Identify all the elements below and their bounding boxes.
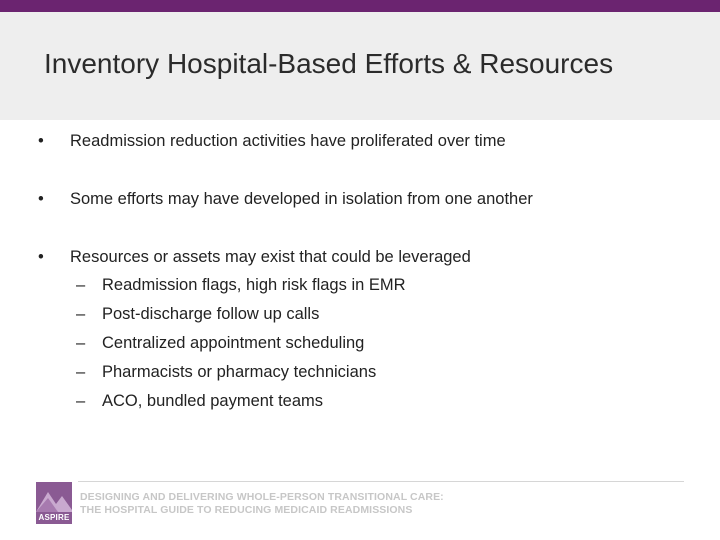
top-accent-bar xyxy=(0,0,720,12)
bullet-text: Some efforts may have developed in isolation from one another xyxy=(70,190,533,208)
sub-bullet-text: Readmission flags, high risk flags in EMR xyxy=(102,276,406,294)
sub-bullet-marker: – xyxy=(76,305,86,323)
sub-bullet-item xyxy=(76,392,323,411)
sub-bullet-marker: – xyxy=(76,392,86,410)
sub-bullet-text: Post-discharge follow up calls xyxy=(102,305,320,323)
aspire-logo xyxy=(36,482,72,524)
sub-bullet-item xyxy=(76,276,406,295)
bullet-item xyxy=(38,190,533,209)
bullet-marker: • xyxy=(38,248,44,266)
slide-title: Inventory Hospital-Based Efforts & Resources xyxy=(44,48,614,79)
sub-bullet-text: ACO, bundled payment teams xyxy=(102,392,324,410)
footer-line-1: DESIGNING AND DELIVERING WHOLE-PERSON TRANSITIONAL CARE: xyxy=(80,491,444,503)
sub-bullet-item xyxy=(76,334,364,353)
bullet-marker: • xyxy=(38,132,44,150)
footer-line-2: THE HOSPITAL GUIDE TO REDUCING MEDICAID READMISSIONS xyxy=(80,504,413,516)
sub-bullet-marker: – xyxy=(76,334,86,352)
bullet-text: Resources or assets may exist that could be leveraged xyxy=(70,248,471,266)
sub-bullet-marker: – xyxy=(76,363,86,381)
bullet-text: Readmission reduction activities have proliferated over time xyxy=(70,132,506,150)
sub-bullet-item xyxy=(76,363,376,382)
bullet-marker: • xyxy=(38,190,44,208)
sub-bullet-text: Centralized appointment scheduling xyxy=(102,334,365,352)
footer-divider xyxy=(78,481,684,482)
bullet-item xyxy=(38,132,506,151)
sub-bullet-marker: – xyxy=(76,276,86,294)
bullet-item xyxy=(38,248,471,267)
logo-text: ASPIRE xyxy=(38,513,70,522)
sub-bullet-text: Pharmacists or pharmacy technicians xyxy=(102,363,377,381)
sub-bullet-item xyxy=(76,305,319,324)
